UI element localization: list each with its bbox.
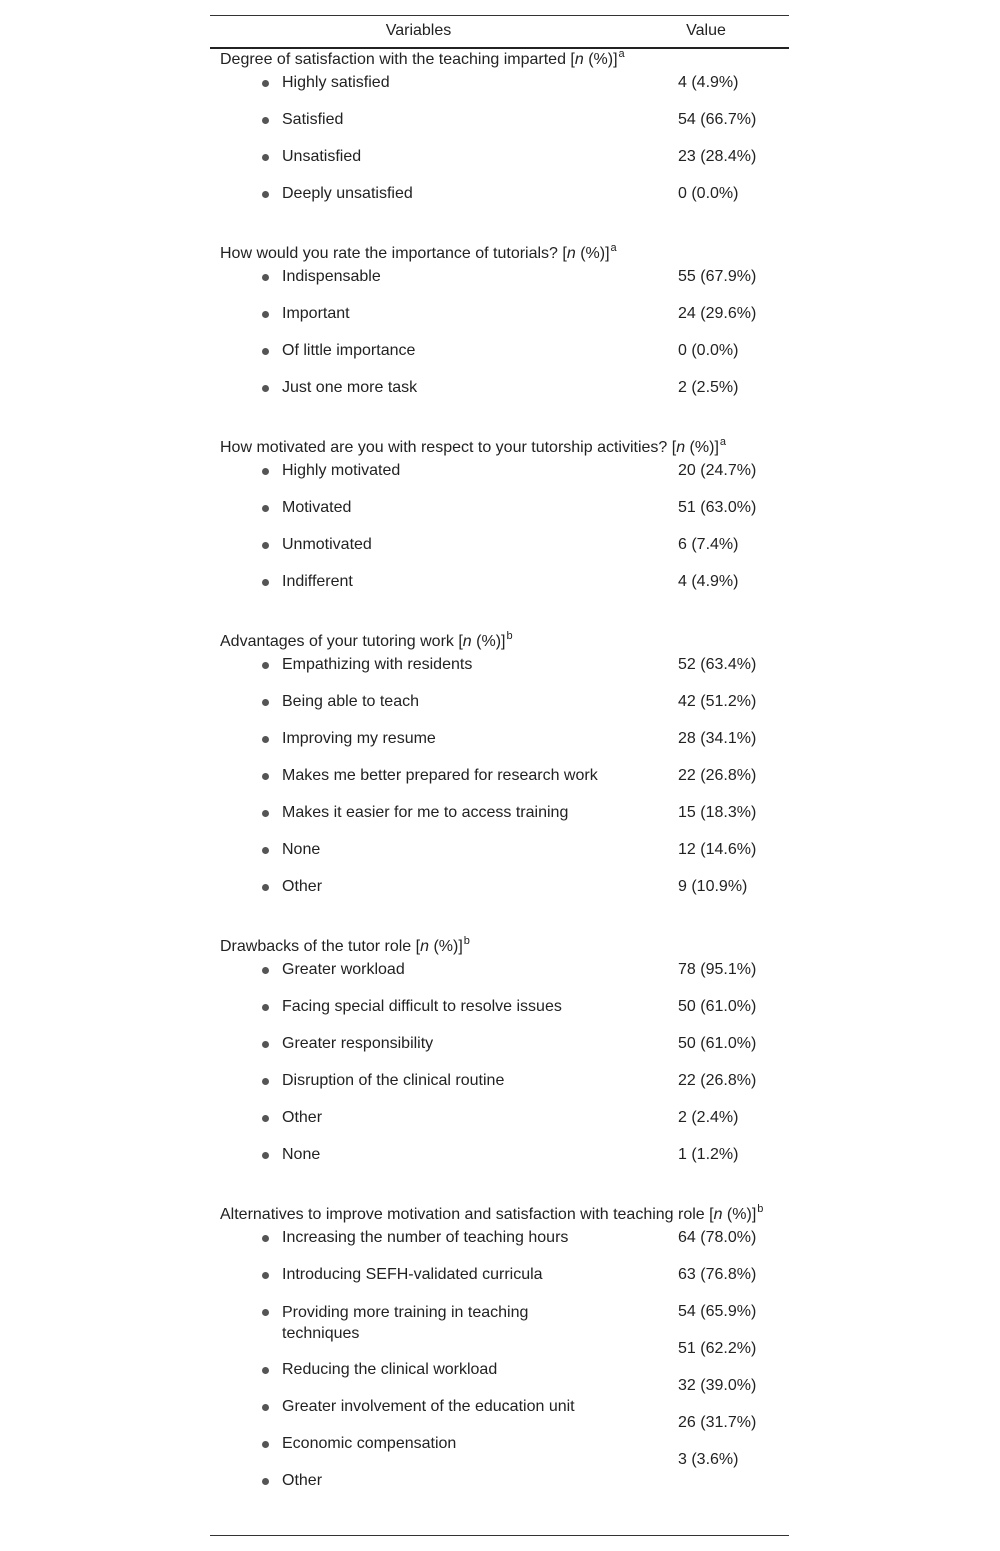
- item-label: Other: [282, 878, 323, 895]
- item-value: 2 (2.4%): [678, 1109, 739, 1126]
- bullet-icon: [262, 274, 269, 281]
- bullet-icon: [262, 699, 269, 706]
- item-label: Empathizing with residents: [282, 656, 473, 673]
- item-value: 0 (0.0%): [678, 185, 739, 202]
- item-label: Other: [282, 1109, 323, 1126]
- item-label: Reducing the clinical workload: [282, 1361, 498, 1378]
- footnote-marker: a: [618, 48, 625, 60]
- item-value: 2 (2.5%): [678, 379, 739, 396]
- item-label: Highly motivated: [282, 462, 401, 479]
- item-label: Indifferent: [282, 573, 353, 590]
- item-value: 22 (26.8%): [678, 1072, 757, 1089]
- item-value: 54 (65.9%): [678, 1303, 757, 1320]
- item-label: Important: [282, 305, 350, 322]
- item-value: 28 (34.1%): [678, 730, 757, 747]
- column-header-variables: Variables: [385, 22, 452, 39]
- table-top-rule: [210, 15, 789, 16]
- item-value: 64 (78.0%): [678, 1229, 757, 1246]
- section-title-text: How would you rate the importance of tutorials? [: [220, 245, 567, 262]
- item-value: 23 (28.4%): [678, 148, 757, 165]
- item-label: Other: [282, 1472, 323, 1489]
- item-label: Satisfied: [282, 111, 344, 128]
- bullet-icon: [262, 1004, 269, 1011]
- item-label: Indispensable: [282, 268, 381, 285]
- item-label: Being able to teach: [282, 693, 419, 710]
- item-value: 63 (76.8%): [678, 1266, 757, 1283]
- bullet-icon: [262, 1309, 269, 1316]
- item-label: Makes me better prepared for research work: [282, 767, 598, 784]
- bullet-icon: [262, 385, 269, 392]
- section-title-unit: (%)]: [471, 633, 506, 650]
- section-title-n: n: [574, 51, 584, 68]
- bullet-icon: [262, 154, 269, 161]
- item-value: 3 (3.6%): [678, 1451, 739, 1468]
- item-label: Greater workload: [282, 961, 405, 978]
- footnote-marker: a: [610, 242, 617, 254]
- item-label: Increasing the number of teaching hours: [282, 1229, 569, 1246]
- bullet-icon: [262, 736, 269, 743]
- section-title-text: Degree of satisfaction with the teaching imparted [: [220, 51, 575, 68]
- item-value: 6 (7.4%): [678, 536, 739, 553]
- item-value: 9 (10.9%): [678, 878, 748, 895]
- bullet-icon: [262, 311, 269, 318]
- section-title-unit: (%)]: [429, 938, 463, 955]
- item-label: Deeply unsatisfied: [282, 185, 413, 202]
- item-value: 42 (51.2%): [678, 693, 757, 710]
- item-label: Makes it easier for me to access training: [282, 804, 569, 821]
- item-value: 26 (31.7%): [678, 1414, 757, 1431]
- section-title-text: Drawbacks of the tutor role [: [220, 938, 421, 955]
- item-label: Introducing SEFH-validated curricula: [282, 1266, 543, 1283]
- footnote-marker: b: [463, 935, 470, 947]
- bullet-icon: [262, 348, 269, 355]
- bullet-icon: [262, 80, 269, 87]
- section-title-n: n: [462, 633, 472, 650]
- item-value: 1 (1.2%): [678, 1146, 739, 1163]
- bullet-icon: [262, 191, 269, 198]
- item-value: 24 (29.6%): [678, 305, 757, 322]
- section-title-text: Advantages of your tutoring work [: [220, 633, 463, 650]
- item-label: Improving my resume: [282, 730, 436, 747]
- bullet-icon: [262, 662, 269, 669]
- bullet-icon: [262, 1235, 269, 1242]
- section-title-n: n: [713, 1206, 723, 1223]
- section-title-unit: (%)]: [583, 51, 618, 68]
- bullet-icon: [262, 579, 269, 586]
- footnote-marker: a: [719, 436, 727, 448]
- bullet-icon: [262, 542, 269, 549]
- section-title: [220, 244, 617, 264]
- item-label: Facing special difficult to resolve issues: [282, 998, 562, 1015]
- item-label: Unmotivated: [282, 536, 372, 553]
- bullet-icon: [262, 1478, 269, 1485]
- section-title-n: n: [676, 439, 686, 456]
- bullet-icon: [262, 1152, 269, 1159]
- bullet-icon: [262, 1404, 269, 1411]
- item-value: 4 (4.9%): [678, 74, 739, 91]
- item-value: 15 (18.3%): [678, 804, 757, 821]
- item-label: Of little importance: [282, 342, 416, 359]
- bullet-icon: [262, 1115, 269, 1122]
- item-label: Motivated: [282, 499, 352, 516]
- item-value: 78 (95.1%): [678, 961, 757, 978]
- item-value: 22 (26.8%): [678, 767, 757, 784]
- bullet-icon: [262, 1272, 269, 1279]
- item-label: Just one more task: [282, 379, 418, 396]
- bullet-icon: [262, 505, 269, 512]
- item-label: Unsatisfied: [282, 148, 362, 165]
- section-title-text: Alternatives to improve motivation and satisfaction with teaching role [: [220, 1206, 714, 1223]
- item-label: Greater involvement of the education unit: [282, 1398, 575, 1415]
- footnote-marker: b: [757, 1203, 764, 1215]
- section-title-n: n: [420, 938, 429, 955]
- table-bottom-rule: [210, 1535, 789, 1536]
- item-label: Highly satisfied: [282, 74, 390, 91]
- item-value: 20 (24.7%): [678, 462, 757, 479]
- item-value: 12 (14.6%): [678, 841, 757, 858]
- section-title-unit: (%)]: [685, 439, 719, 456]
- section-title-unit: (%)]: [722, 1206, 757, 1223]
- item-value: 52 (63.4%): [678, 656, 757, 673]
- bullet-icon: [262, 967, 269, 974]
- section-title: [220, 50, 625, 70]
- section-title-n: n: [566, 245, 576, 262]
- column-header-value: Value: [686, 22, 726, 39]
- item-value: 50 (61.0%): [678, 998, 757, 1015]
- bullet-icon: [262, 1041, 269, 1048]
- bullet-icon: [262, 847, 269, 854]
- item-label: Greater responsibility: [282, 1035, 434, 1052]
- item-value: 0 (0.0%): [678, 342, 739, 359]
- section-title: [220, 438, 726, 458]
- section-title-text: How motivated are you with respect to your tutorship activities? [: [220, 439, 677, 456]
- item-value: 51 (63.0%): [678, 499, 757, 516]
- bullet-icon: [262, 773, 269, 780]
- section-title: [220, 632, 513, 652]
- item-label: None: [282, 841, 321, 858]
- item-label: None: [282, 1146, 321, 1163]
- section-title: [220, 937, 470, 957]
- section-title-unit: (%)]: [575, 245, 610, 262]
- item-value: 55 (67.9%): [678, 268, 757, 285]
- item-label: Economic compensation: [282, 1435, 457, 1452]
- bullet-icon: [262, 1441, 269, 1448]
- bullet-icon: [262, 1078, 269, 1085]
- section-title: [220, 1205, 763, 1225]
- bullet-icon: [262, 884, 269, 891]
- item-value: 51 (62.2%): [678, 1340, 757, 1357]
- item-label: Providing more training in teaching techniques: [282, 1304, 529, 1342]
- bullet-icon: [262, 810, 269, 817]
- item-label: Disruption of the clinical routine: [282, 1072, 505, 1089]
- header-rule: [210, 47, 789, 49]
- footnote-marker: b: [506, 630, 513, 642]
- item-value: 4 (4.9%): [678, 573, 739, 590]
- item-value: 50 (61.0%): [678, 1035, 757, 1052]
- item-value: 54 (66.7%): [678, 111, 757, 128]
- bullet-icon: [262, 1367, 269, 1374]
- bullet-icon: [262, 468, 269, 475]
- item-value: 32 (39.0%): [678, 1377, 757, 1394]
- bullet-icon: [262, 117, 269, 124]
